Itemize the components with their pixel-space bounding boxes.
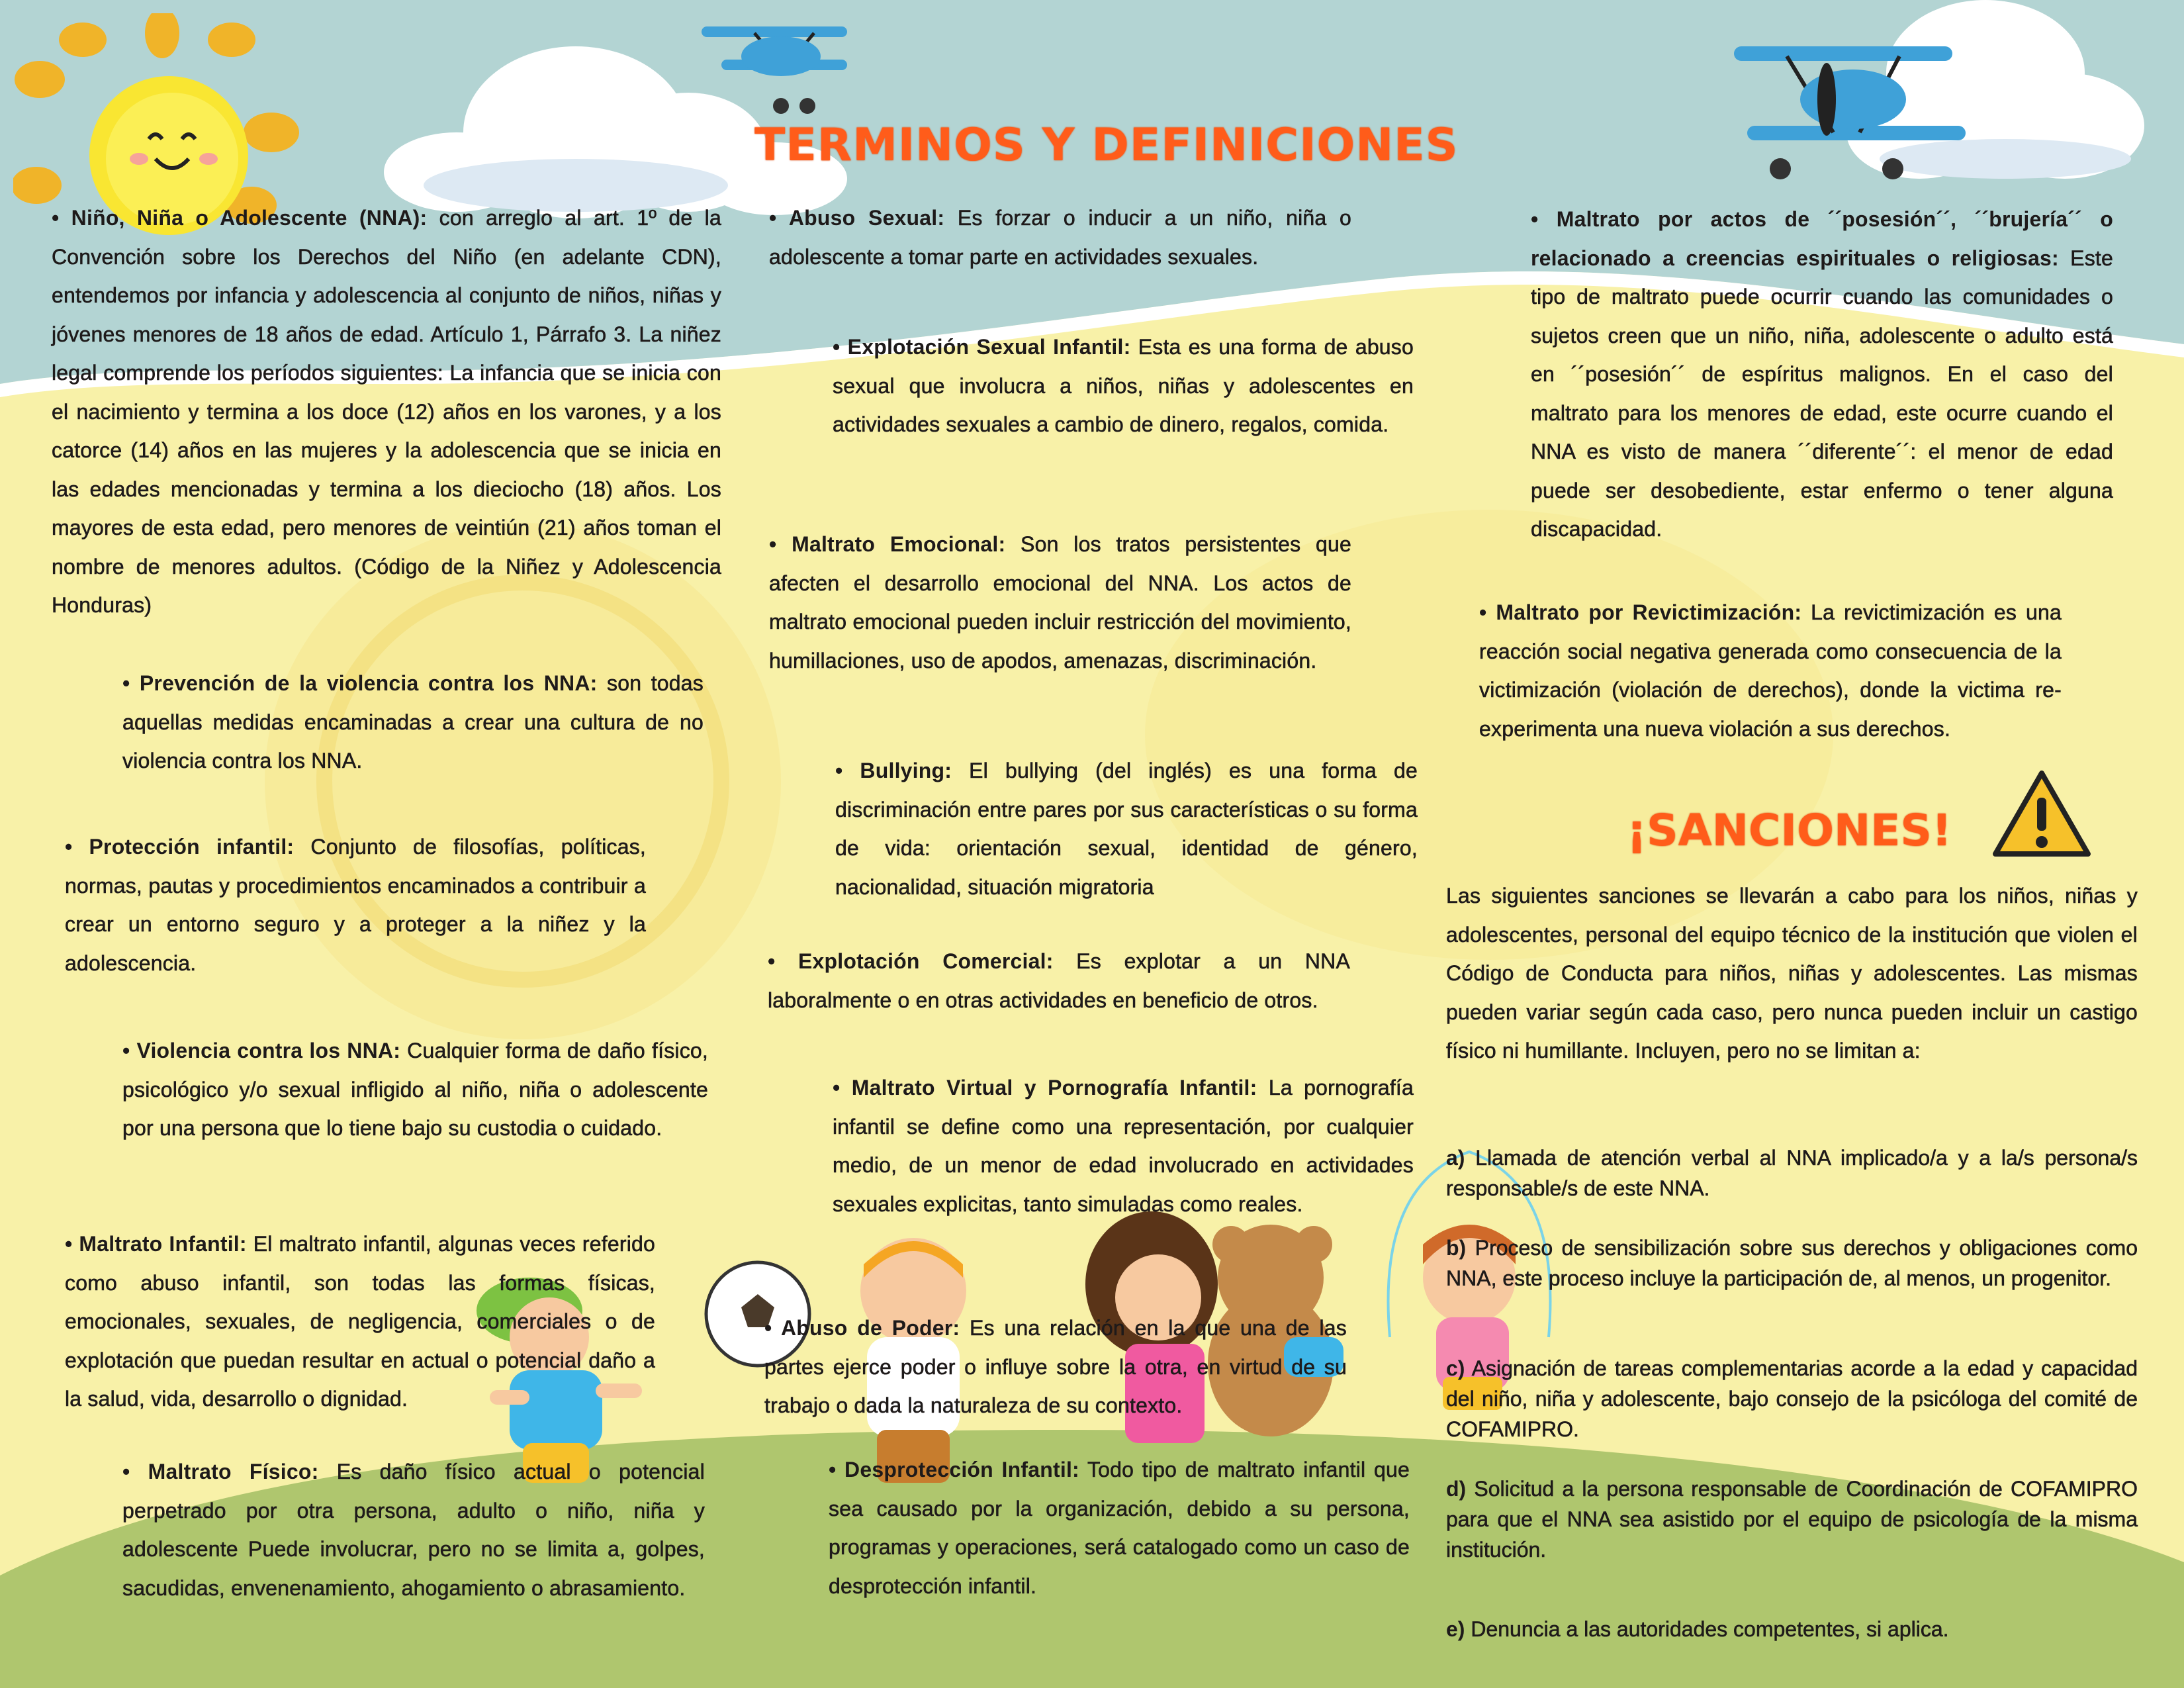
def-revictimizacion-name: • Maltrato por Revictimización: xyxy=(1479,600,1802,624)
sancion-item-c xyxy=(1446,1353,2138,1444)
airplane-small-icon xyxy=(695,13,860,119)
def-prevencion-name: • Prevención de la violencia contra los NNA: xyxy=(122,671,598,695)
def-maltrato-emocional-text: Son los tratos persistentes que afecten el desarrollo emocional del NNA. Los actos de maltrato emocional pueden incluir restricción del movimiento, humillaciones, uso de apodos, amenazas, discriminación. xyxy=(769,532,1352,673)
sancion-letter: a) xyxy=(1446,1146,1465,1170)
def-maltrato-emocional-name: • Maltrato Emocional: xyxy=(769,532,1006,556)
def-maltrato-fisico-name: • Maltrato Físico: xyxy=(122,1460,319,1483)
sancion-text: Asignación de tareas complementarias acorde a la edad y capacidad del niño, niña y adolescente, bajo consejo de la psicóloga del comité de COFAMIPRO. xyxy=(1446,1356,2138,1441)
def-abuso-sexual xyxy=(769,199,1351,276)
def-maltrato-fisico-text: Es daño físico actual o potencial perpetrado por otra persona, adulto o niño, niña y adolescente Puede involucrar, pero no se limita a, golpes, sacudidas, envenenamiento, ahogamiento o abrasamiento. xyxy=(122,1460,705,1600)
def-violencia-text: Cualquier forma de daño físico, psicológico y/o sexual infligido al niño, niña o adolescente por una persona que lo tiene bajo su custodia o cuidado. xyxy=(122,1039,708,1140)
def-bullying xyxy=(835,751,1418,906)
sancion-item-a xyxy=(1446,1143,2138,1203)
page-title: TERMINOS Y DEFINICIONES xyxy=(754,119,1459,171)
def-bullying-name: • Bullying: xyxy=(835,759,952,782)
def-posesion xyxy=(1531,200,2113,549)
def-prevencion-text: son todas aquellas medidas encaminadas a crear una cultura de no violencia contra los NNA. xyxy=(122,671,704,773)
def-proteccion xyxy=(65,827,646,982)
def-maltrato-emocional xyxy=(769,525,1351,680)
def-bullying-text: El bullying (del inglés) es una forma de discriminación entre pares por sus características o su forma de vida: orientación sexual, identidad de género, nacionalidad, situación migratoria xyxy=(835,759,1418,899)
sanciones-intro xyxy=(1446,876,2138,1070)
def-proteccion-name: • Protección infantil: xyxy=(65,835,295,859)
def-revictimizacion-text: La revictimización es una reacción social negativa generada como consecuencia de la victimización (violación de derechos), donde la victima re-experimenta una nueva violación a sus derechos. xyxy=(1479,600,2062,741)
def-posesion-name: • Maltrato por actos de ´´posesión´´, ´´brujería´´ o relacionado a creencias espirituales o religiosas: xyxy=(1531,207,2113,270)
sancion-letter: d) xyxy=(1446,1477,1467,1501)
sancion-text: Llamada de atención verbal al NNA implicado/a y a la/s persona/s responsable/s de este NNA. xyxy=(1446,1146,2138,1200)
def-maltrato-virtual-name: • Maltrato Virtual y Pornografía Infantil: xyxy=(833,1076,1257,1100)
def-explotacion-sexual xyxy=(833,328,1414,444)
sancion-item-d xyxy=(1446,1474,2138,1565)
def-abuso-sexual-name: • Abuso Sexual: xyxy=(769,206,945,230)
def-nna-name: • Niño, Niña o Adolescente (NNA): xyxy=(52,206,428,230)
def-maltrato-fisico xyxy=(122,1452,705,1607)
sancion-letter: e) xyxy=(1446,1617,1465,1641)
def-prevencion xyxy=(122,664,704,780)
def-revictimizacion xyxy=(1479,593,2062,748)
airplane-large-icon xyxy=(1734,26,1972,185)
sanciones-intro-text: Las siguientes sanciones se llevarán a cabo para los niños, niñas y adolescentes, personal del equipo técnico de la institución que violen el Código de Conducta para niños, niñas y adolescentes. Las mismas pueden variar según cada caso, pero nunca pueden incluir un castigo físico ni humillante. Incluyen, pero no se limitan a: xyxy=(1446,884,2138,1062)
def-maltrato-infantil-name: • Maltrato Infantil: xyxy=(65,1232,247,1256)
sancion-letter: c) xyxy=(1446,1356,1465,1380)
sancion-text: Proceso de sensibilización sobre sus derechos y obligaciones como NNA, este proceso incluye la participación de, al menos, un progenitor. xyxy=(1446,1236,2138,1290)
sancion-letter: b) xyxy=(1446,1236,1467,1260)
def-explotacion-sexual-name: • Explotación Sexual Infantil: xyxy=(833,335,1131,359)
def-proteccion-text: Conjunto de filosofías, políticas, normas, pautas y procedimientos encaminados a contribuir a crear un entorno seguro y a proteger a la niñez y la adolescencia. xyxy=(65,835,646,975)
def-nna-text: con arreglo al art. 1º de la Convención sobre los Derechos del Niño (en adelante CDN), entendemos por infancia y adolescencia al conjunto de niños, niñas y jóvenes menores de 18 años de edad. Artículo 1, Párrafo 3. La niñez legal comprende los períodos siguientes: La infancia que se inicia con el nacimiento y termina a los doce (12) años en los varones, y a los catorce (14) años en las mujeres y la adolescencia que se inicia en las edades mencionadas y termina a los dieciocho (18) años. Los mayores de esta edad, pero menores de veintiún (21) años toman el nombre de menores adultos. (Código de la Niñez y Adolescencia Honduras) xyxy=(52,206,721,617)
def-abuso-poder-name: • Abuso de Poder: xyxy=(764,1316,960,1340)
sancion-text: Denuncia a las autoridades competentes, si aplica. xyxy=(1471,1617,1949,1641)
def-violencia-name: • Violencia contra los NNA: xyxy=(122,1039,401,1062)
sancion-item-e xyxy=(1446,1614,2138,1644)
def-explotacion-comercial xyxy=(768,942,1350,1019)
warning-icon xyxy=(1992,768,2091,861)
def-maltrato-infantil-text: El maltrato infantil, algunas veces referido como abuso infantil, son todas las formas físicas, emocionales, sexuales, de negligencia, comerciales o de explotación que puedan resultar en actual o potencial daño a la salud, vida, desarrollo o dignidad. xyxy=(65,1232,655,1411)
def-maltrato-infantil xyxy=(65,1225,655,1419)
def-explotacion-comercial-name: • Explotación Comercial: xyxy=(768,949,1054,973)
def-abuso-sexual-text: Es forzar o inducir a un niño, niña o adolescente a tomar parte en actividades sexuales. xyxy=(769,206,1351,269)
def-maltrato-virtual xyxy=(833,1068,1414,1223)
def-desproteccion xyxy=(829,1450,1410,1605)
def-desproteccion-text: Todo tipo de maltrato infantil que sea causado por la organización, debido a su persona, programas y operaciones, será catalogado como un caso de desprotección infantil. xyxy=(829,1458,1410,1598)
sancion-text: Solicitud a la persona responsable de Coordinación de COFAMIPRO para que el NNA sea asistido por el equipo de psicología de la misma institución. xyxy=(1446,1477,2138,1562)
def-explotacion-sexual-text: Esta es una forma de abuso sexual que involucra a niños, niñas y adolescentes en actividades sexuales a cambio de dinero, regalos, comida. xyxy=(833,335,1414,436)
def-maltrato-virtual-text: La pornografía infantil se define como una representación, por cualquier medio, de un menor de edad involucrado en actividades sexuales explicitas, tanto simuladas como reales. xyxy=(833,1076,1414,1216)
def-nna xyxy=(52,199,721,625)
sancion-item-b xyxy=(1446,1233,2138,1293)
def-posesion-text: Este tipo de maltrato puede ocurrir cuando las comunidades o sujetos creen que un niño, niña, adolescente o adulto está en ´´posesión´´ de espíritus malignos. En el caso del maltrato para los menores de edad, este ocurre cuando el NNA es visto de manera ´´diferente´´: el menor de edad puede ser desobediente, estar enfermo o tener alguna discapacidad. xyxy=(1531,246,2114,541)
def-desproteccion-name: • Desprotección Infantil: xyxy=(829,1458,1079,1481)
def-abuso-poder-text: Es una relación en la que una de las partes ejerce poder o influye sobre la otra, en virtud de su trabajo o dada la naturaleza de su contexto. xyxy=(764,1316,1347,1417)
sanciones-title: ¡SANCIONES! xyxy=(1627,805,1952,856)
def-violencia xyxy=(122,1031,708,1148)
def-explotacion-comercial-text: Es explotar a un NNA laboralmente o en otras actividades en beneficio de otros. xyxy=(768,949,1350,1012)
def-abuso-poder xyxy=(764,1309,1347,1425)
